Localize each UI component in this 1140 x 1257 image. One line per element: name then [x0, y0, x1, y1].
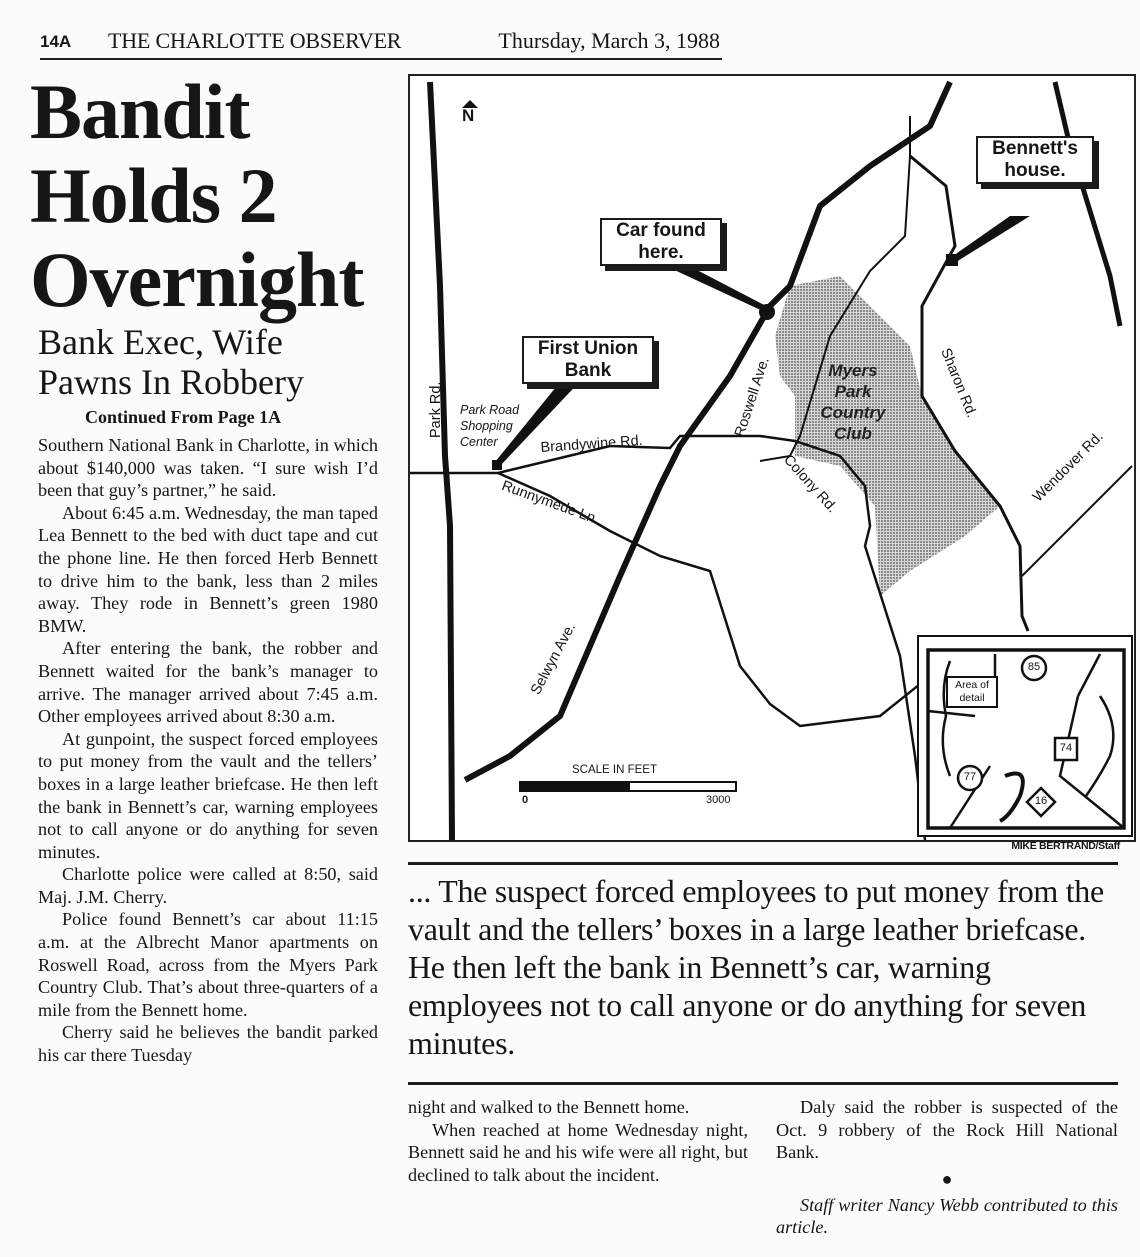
callout-text: house. [1004, 160, 1066, 181]
headline-line-2: Holds 2 [30, 152, 277, 239]
pullquote-bottom-rule [408, 1082, 1118, 1085]
paragraph: Southern National Bank in Charlotte, in which about $140,000 was taken. “I sure wish I’d been that guy’s partner,” he said. [38, 435, 378, 501]
road-label-roswell: Roswell Ave. [732, 355, 773, 439]
scale-min: 0 [522, 794, 529, 806]
paragraph: At gunpoint, the suspect forced employees to put money from the vault and the tellers’ boxes in a large leather briefcase. He then left the bank in Bennett’s car, warning employees not to call anyone or do anything for seven minutes. [38, 728, 378, 862]
label-line: Center [460, 435, 498, 449]
label-line: Area of [955, 679, 989, 691]
pullquote: ... The suspect forced employees to put money from the vault and the tellers’ boxes in a large leather briefcase. He then left the bank in Bennett’s car, warning employees not to call anyone or do anything for seven minutes. [408, 873, 1104, 1061]
road-label-selwyn: Selwyn Ave. [528, 620, 580, 698]
callout-text: Car found [616, 220, 706, 241]
shield-i85: 85 [1027, 661, 1041, 673]
article-column-2 [408, 1096, 748, 1186]
shopping-center-label [460, 402, 519, 450]
label-line: Park Road [460, 403, 520, 417]
paragraph: When reached at home Wednesday night, Bennett said he and his wife were all right, but declined to talk about the incident. [408, 1119, 748, 1185]
road-label-park: Park Rd. [428, 381, 444, 438]
locator-map [408, 74, 1136, 842]
page-number: 14A [40, 32, 72, 51]
road-label-wendover: Wendover Rd. [1030, 428, 1107, 506]
north-indicator: N [462, 106, 475, 125]
contributor-note: Staff writer Nancy Webb contributed to this article. [776, 1194, 1118, 1238]
label-line: Park [834, 382, 872, 401]
callout-text: here. [638, 242, 684, 263]
article-column-3 [776, 1096, 1118, 1239]
inset-area-label [946, 676, 998, 708]
headline-line-1: Bandit [30, 68, 250, 155]
label-line: detail [959, 692, 985, 704]
callout-bennetts-house [976, 136, 1094, 184]
subheadline-line-2: Pawns In Robbery [38, 362, 304, 402]
road-label-brandywine: Brandywine Rd. [540, 432, 644, 456]
label-line: Club [834, 424, 872, 443]
separator-bullet: ● [941, 1168, 953, 1189]
scale-max: 3000 [706, 794, 731, 806]
subheadline [38, 322, 398, 402]
folio-line [40, 28, 722, 60]
shield-i77: 77 [963, 771, 977, 783]
callout-first-union-bank [522, 336, 654, 384]
map-credit: MIKE BERTRAND/Staff [1011, 840, 1120, 852]
paragraph: night and walked to the Bennett home. [408, 1097, 690, 1117]
pullquote-top-rule [408, 862, 1118, 865]
callout-text: First Union [537, 338, 639, 359]
newspaper-name: THE CHARLOTTE OBSERVER [108, 28, 402, 53]
paragraph: Charlotte police were called at 8:50, said Maj. J.M. Cherry. [38, 864, 378, 907]
jump-line: Continued From Page 1A [85, 407, 282, 427]
callout-car-found [600, 218, 722, 266]
paragraph: Daly said the robber is suspected of the Oct. 9 robbery of the Rock Hill National Bank. [776, 1097, 1118, 1163]
shield-nc16: 16 [1034, 795, 1048, 807]
paragraph: After entering the bank, the robber and Bennett waited for the bank’s manager to arrive. The manager arrived about 7:45 a.m. Other employees arrived about 8:30 a.m. [38, 638, 378, 727]
paragraph: Police found Bennett’s car about 11:15 a.m. at the Albrecht Manor apartments on Roswell Road, across from the Myers Park Country Club. That’s about three-quarters of a mile from the Bennett home. [38, 909, 378, 1020]
paragraph: Cherry said he believes the bandit parked his car there Tuesday [38, 1022, 378, 1066]
label-line: Country [820, 403, 886, 422]
subheadline-line-1: Bank Exec, Wife [38, 322, 283, 362]
label-line: Myers [828, 361, 878, 380]
country-club-label [808, 360, 898, 444]
shield-us74: 74 [1059, 742, 1073, 754]
article-column-1 [38, 434, 378, 1067]
paragraph: About 6:45 a.m. Wednesday, the man taped Lea Bennett to the bed with duct tape and cut the phone line. He then forced Herb Bennett to drive him to the bank, less than 2 miles away. They rode in Bennett’s green 1980 BMW. [38, 502, 378, 636]
callout-text: Bank [564, 360, 612, 381]
issue-date: Thursday, March 3, 1988 [498, 28, 720, 53]
road-label-runnymede: Runnymede Ln. [499, 478, 602, 529]
callout-text: Bennett's [992, 138, 1078, 159]
label-line: Shopping [460, 419, 513, 433]
headline [30, 70, 400, 322]
road-label-colony: Colony Rd. [780, 452, 840, 517]
scale-title: SCALE IN FEET [572, 764, 657, 776]
map-roads [410, 76, 1134, 840]
headline-line-3: Overnight [30, 236, 364, 323]
road-label-sharon: Sharon Rd. [937, 346, 980, 421]
